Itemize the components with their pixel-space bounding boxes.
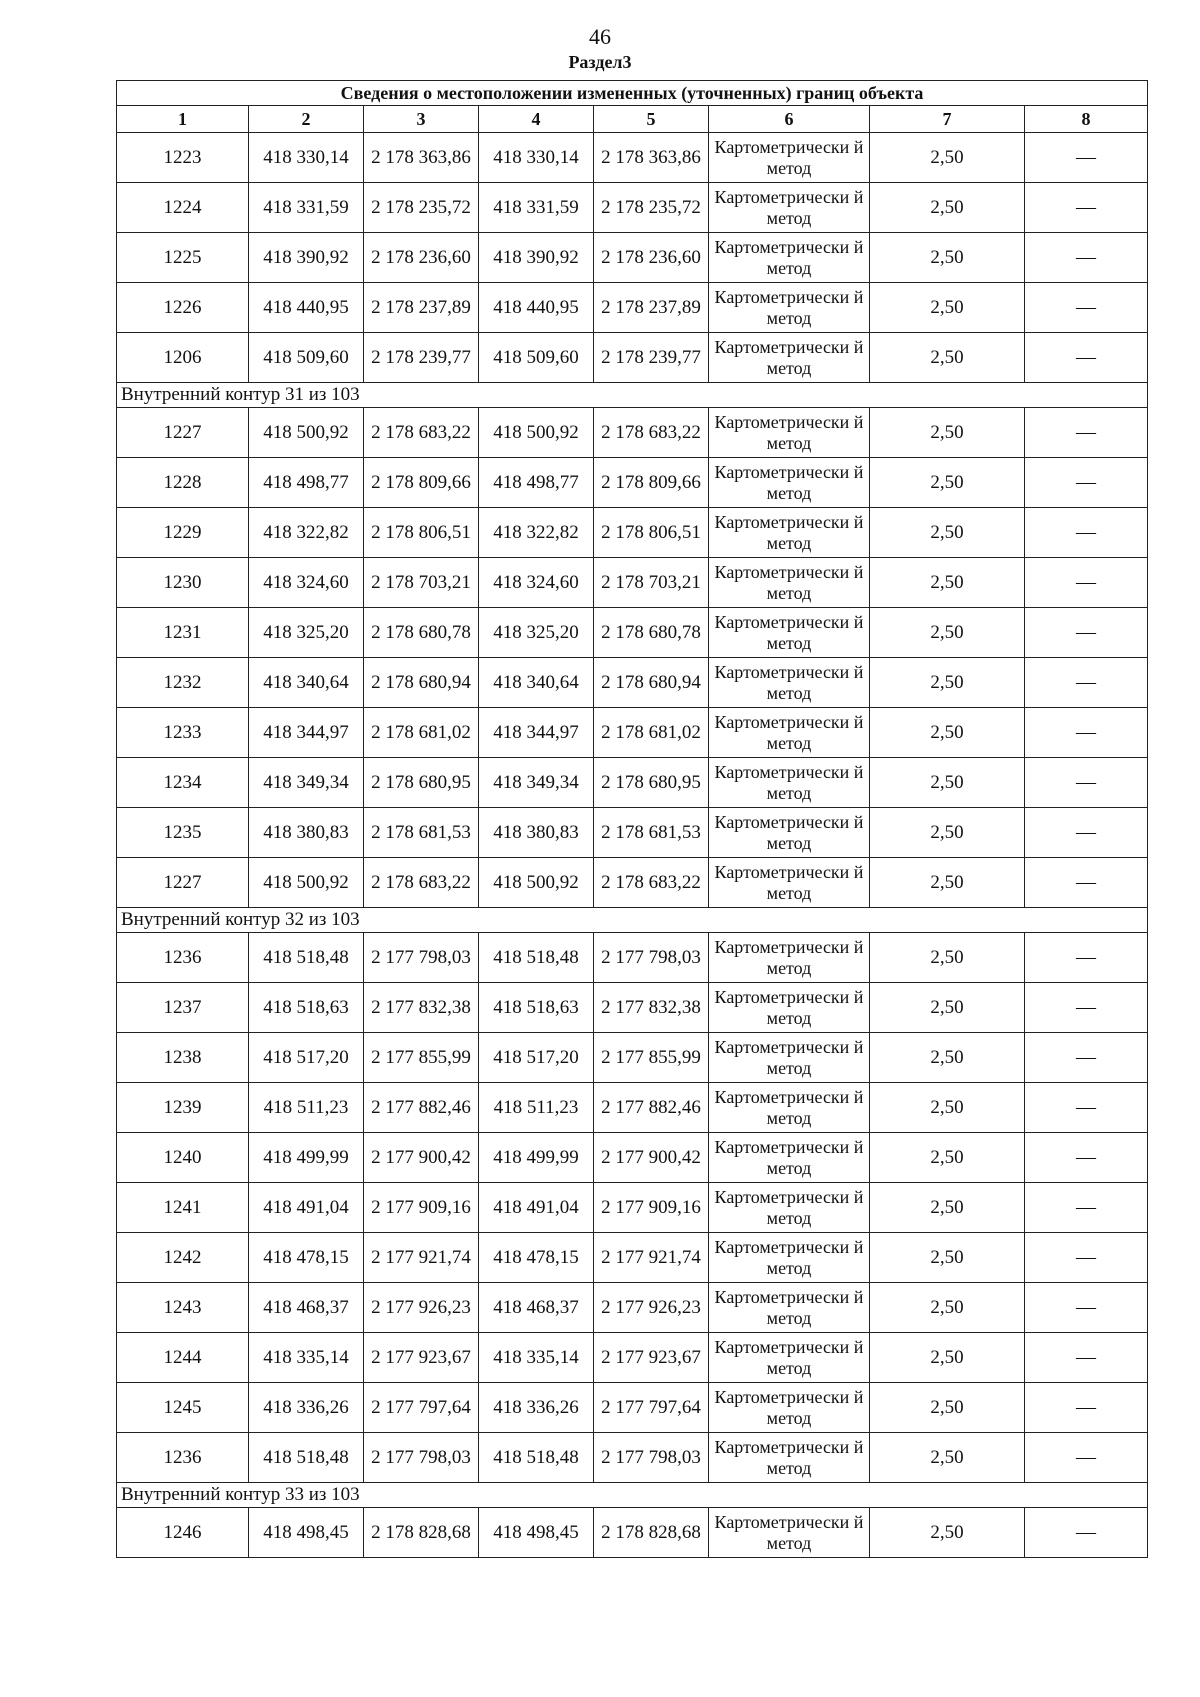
description-cell: — — [1025, 1333, 1148, 1383]
existing-x-cell: 418 335,14 — [249, 1333, 364, 1383]
method-cell: Картометрически й метод — [709, 508, 870, 558]
refined-y-cell: 2 178 683,22 — [594, 408, 709, 458]
existing-y-cell: 2 178 236,60 — [364, 233, 479, 283]
description-cell: — — [1025, 1083, 1148, 1133]
description-cell: — — [1025, 283, 1148, 333]
point-number-cell: 1241 — [117, 1183, 249, 1233]
method-cell: Картометрически й метод — [709, 1333, 870, 1383]
table-row — [117, 1333, 1148, 1383]
refined-x-cell: 418 331,59 — [479, 183, 594, 233]
refined-y-cell: 2 177 797,64 — [594, 1383, 709, 1433]
description-cell: — — [1025, 808, 1148, 858]
accuracy-cell: 2,50 — [870, 933, 1025, 983]
description-cell: — — [1025, 758, 1148, 808]
refined-x-cell: 418 509,60 — [479, 333, 594, 383]
existing-x-cell: 418 340,64 — [249, 658, 364, 708]
description-cell: — — [1025, 1383, 1148, 1433]
accuracy-cell: 2,50 — [870, 1083, 1025, 1133]
description-cell: — — [1025, 1183, 1148, 1233]
point-number-cell: 1246 — [117, 1508, 249, 1558]
refined-y-cell: 2 178 828,68 — [594, 1508, 709, 1558]
column-number-header: 6 — [709, 106, 870, 133]
existing-y-cell: 2 178 681,02 — [364, 708, 479, 758]
refined-x-cell: 418 330,14 — [479, 133, 594, 183]
method-cell: Картометрически й метод — [709, 1033, 870, 1083]
method-cell: Картометрически й метод — [709, 1083, 870, 1133]
existing-y-cell: 2 177 923,67 — [364, 1333, 479, 1383]
description-cell: — — [1025, 708, 1148, 758]
refined-x-cell: 418 336,26 — [479, 1383, 594, 1433]
accuracy-cell: 2,50 — [870, 658, 1025, 708]
existing-x-cell: 418 518,63 — [249, 983, 364, 1033]
existing-x-cell: 418 491,04 — [249, 1183, 364, 1233]
refined-y-cell: 2 178 236,60 — [594, 233, 709, 283]
description-cell: — — [1025, 608, 1148, 658]
existing-y-cell: 2 177 926,23 — [364, 1283, 479, 1333]
existing-x-cell: 418 518,48 — [249, 1433, 364, 1483]
method-cell: Картометрически й метод — [709, 808, 870, 858]
description-cell: — — [1025, 1233, 1148, 1283]
refined-x-cell: 418 499,99 — [479, 1133, 594, 1183]
accuracy-cell: 2,50 — [870, 283, 1025, 333]
existing-x-cell: 418 440,95 — [249, 283, 364, 333]
description-cell: — — [1025, 933, 1148, 983]
refined-x-cell: 418 491,04 — [479, 1183, 594, 1233]
existing-x-cell: 418 322,82 — [249, 508, 364, 558]
boundary-coordinates-table — [116, 80, 1148, 1558]
refined-y-cell: 2 178 681,02 — [594, 708, 709, 758]
description-cell: — — [1025, 1033, 1148, 1083]
existing-y-cell: 2 178 809,66 — [364, 458, 479, 508]
refined-y-cell: 2 178 806,51 — [594, 508, 709, 558]
refined-y-cell: 2 177 855,99 — [594, 1033, 709, 1083]
section-title: Раздел3 — [568, 52, 632, 72]
point-number-cell: 1228 — [117, 458, 249, 508]
accuracy-cell: 2,50 — [870, 1508, 1025, 1558]
accuracy-cell: 2,50 — [870, 1283, 1025, 1333]
method-cell: Картометрически й метод — [709, 183, 870, 233]
point-number-cell: 1236 — [117, 933, 249, 983]
table-row — [117, 333, 1148, 383]
existing-y-cell: 2 178 680,94 — [364, 658, 479, 708]
accuracy-cell: 2,50 — [870, 1233, 1025, 1283]
existing-y-cell: 2 178 806,51 — [364, 508, 479, 558]
refined-x-cell: 418 468,37 — [479, 1283, 594, 1333]
accuracy-cell: 2,50 — [870, 508, 1025, 558]
existing-y-cell: 2 177 797,64 — [364, 1383, 479, 1433]
existing-y-cell: 2 178 237,89 — [364, 283, 479, 333]
table-row — [117, 133, 1148, 183]
existing-x-cell: 418 478,15 — [249, 1233, 364, 1283]
refined-y-cell: 2 177 882,46 — [594, 1083, 709, 1133]
existing-y-cell: 2 178 683,22 — [364, 408, 479, 458]
refined-x-cell: 418 498,45 — [479, 1508, 594, 1558]
existing-x-cell: 418 498,77 — [249, 458, 364, 508]
method-cell: Картометрически й метод — [709, 1233, 870, 1283]
point-number-cell: 1223 — [117, 133, 249, 183]
refined-x-cell: 418 518,63 — [479, 983, 594, 1033]
refined-y-cell: 2 177 798,03 — [594, 1433, 709, 1483]
existing-x-cell: 418 509,60 — [249, 333, 364, 383]
table-row — [117, 1433, 1148, 1483]
accuracy-cell: 2,50 — [870, 183, 1025, 233]
table-row — [117, 1083, 1148, 1133]
point-number-cell: 1229 — [117, 508, 249, 558]
table-title: Сведения о местоположении измененных (уточненных) границ объекта — [117, 81, 1148, 106]
refined-x-cell: 418 335,14 — [479, 1333, 594, 1383]
existing-y-cell: 2 177 900,42 — [364, 1133, 479, 1183]
table-row — [117, 1383, 1148, 1433]
description-cell: — — [1025, 658, 1148, 708]
existing-x-cell: 418 468,37 — [249, 1283, 364, 1333]
method-cell: Картометрически й метод — [709, 1508, 870, 1558]
column-number-header: 3 — [364, 106, 479, 133]
existing-x-cell: 418 324,60 — [249, 558, 364, 608]
refined-y-cell: 2 177 798,03 — [594, 933, 709, 983]
table-row — [117, 1033, 1148, 1083]
column-number-header: 7 — [870, 106, 1025, 133]
accuracy-cell: 2,50 — [870, 408, 1025, 458]
table-row — [117, 1183, 1148, 1233]
accuracy-cell: 2,50 — [870, 233, 1025, 283]
page-number: 46 — [589, 24, 611, 49]
description-cell: — — [1025, 558, 1148, 608]
refined-y-cell: 2 178 683,22 — [594, 858, 709, 908]
description-cell: — — [1025, 858, 1148, 908]
method-cell: Картометрически й метод — [709, 283, 870, 333]
accuracy-cell: 2,50 — [870, 1183, 1025, 1233]
existing-y-cell: 2 178 703,21 — [364, 558, 479, 608]
existing-y-cell: 2 178 680,78 — [364, 608, 479, 658]
existing-y-cell: 2 178 235,72 — [364, 183, 479, 233]
method-cell: Картометрически й метод — [709, 458, 870, 508]
table-row — [117, 933, 1148, 983]
method-cell: Картометрически й метод — [709, 933, 870, 983]
table-row — [117, 283, 1148, 333]
refined-x-cell: 418 498,77 — [479, 458, 594, 508]
description-cell: — — [1025, 233, 1148, 283]
existing-x-cell: 418 331,59 — [249, 183, 364, 233]
existing-x-cell: 418 498,45 — [249, 1508, 364, 1558]
existing-y-cell: 2 177 882,46 — [364, 1083, 479, 1133]
point-number-cell: 1240 — [117, 1133, 249, 1183]
table-row — [117, 858, 1148, 908]
refined-x-cell: 418 500,92 — [479, 408, 594, 458]
description-cell: — — [1025, 458, 1148, 508]
existing-x-cell: 418 349,34 — [249, 758, 364, 808]
point-number-cell: 1231 — [117, 608, 249, 658]
column-number-row — [117, 106, 1148, 133]
point-number-cell: 1225 — [117, 233, 249, 283]
description-cell: — — [1025, 1283, 1148, 1333]
refined-y-cell: 2 178 237,89 — [594, 283, 709, 333]
refined-x-cell: 418 500,92 — [479, 858, 594, 908]
table-row — [117, 233, 1148, 283]
point-number-cell: 1239 — [117, 1083, 249, 1133]
accuracy-cell: 2,50 — [870, 708, 1025, 758]
method-cell: Картометрически й метод — [709, 1433, 870, 1483]
column-number-header: 5 — [594, 106, 709, 133]
method-cell: Картометрически й метод — [709, 333, 870, 383]
refined-y-cell: 2 177 909,16 — [594, 1183, 709, 1233]
point-number-cell: 1230 — [117, 558, 249, 608]
accuracy-cell: 2,50 — [870, 1433, 1025, 1483]
refined-y-cell: 2 177 926,23 — [594, 1283, 709, 1333]
method-cell: Картометрически й метод — [709, 608, 870, 658]
method-cell: Картометрически й метод — [709, 1183, 870, 1233]
existing-y-cell: 2 178 680,95 — [364, 758, 479, 808]
table-row — [117, 558, 1148, 608]
point-number-cell: 1236 — [117, 1433, 249, 1483]
existing-y-cell: 2 178 683,22 — [364, 858, 479, 908]
refined-y-cell: 2 178 239,77 — [594, 333, 709, 383]
point-number-cell: 1226 — [117, 283, 249, 333]
method-cell: Картометрически й метод — [709, 408, 870, 458]
existing-y-cell: 2 177 855,99 — [364, 1033, 479, 1083]
refined-x-cell: 418 325,20 — [479, 608, 594, 658]
table-row — [117, 708, 1148, 758]
existing-x-cell: 418 344,97 — [249, 708, 364, 758]
existing-x-cell: 418 380,83 — [249, 808, 364, 858]
point-number-cell: 1235 — [117, 808, 249, 858]
point-number-cell: 1233 — [117, 708, 249, 758]
description-cell: — — [1025, 508, 1148, 558]
existing-x-cell: 418 499,99 — [249, 1133, 364, 1183]
refined-y-cell: 2 177 900,42 — [594, 1133, 709, 1183]
description-cell: — — [1025, 983, 1148, 1033]
accuracy-cell: 2,50 — [870, 1133, 1025, 1183]
refined-x-cell: 418 440,95 — [479, 283, 594, 333]
accuracy-cell: 2,50 — [870, 758, 1025, 808]
refined-x-cell: 418 380,83 — [479, 808, 594, 858]
table-row — [117, 983, 1148, 1033]
table-row — [117, 658, 1148, 708]
description-cell: — — [1025, 1433, 1148, 1483]
method-cell: Картометрически й метод — [709, 1283, 870, 1333]
refined-x-cell: 418 390,92 — [479, 233, 594, 283]
accuracy-cell: 2,50 — [870, 1033, 1025, 1083]
existing-x-cell: 418 330,14 — [249, 133, 364, 183]
existing-x-cell: 418 390,92 — [249, 233, 364, 283]
accuracy-cell: 2,50 — [870, 808, 1025, 858]
table-body — [117, 133, 1148, 1558]
refined-x-cell: 418 511,23 — [479, 1083, 594, 1133]
method-cell: Картометрически й метод — [709, 1133, 870, 1183]
accuracy-cell: 2,50 — [870, 458, 1025, 508]
refined-x-cell: 418 349,34 — [479, 758, 594, 808]
existing-x-cell: 418 518,48 — [249, 933, 364, 983]
existing-y-cell: 2 178 363,86 — [364, 133, 479, 183]
description-cell: — — [1025, 333, 1148, 383]
refined-y-cell: 2 178 681,53 — [594, 808, 709, 858]
contour-row — [117, 908, 1148, 933]
refined-x-cell: 418 324,60 — [479, 558, 594, 608]
point-number-cell: 1245 — [117, 1383, 249, 1433]
point-number-cell: 1237 — [117, 983, 249, 1033]
column-number-header: 8 — [1025, 106, 1148, 133]
refined-y-cell: 2 177 923,67 — [594, 1333, 709, 1383]
refined-x-cell: 418 340,64 — [479, 658, 594, 708]
contour-label: Внутренний контур 31 из 103 — [117, 383, 1148, 408]
point-number-cell: 1206 — [117, 333, 249, 383]
table-row — [117, 1508, 1148, 1558]
refined-y-cell: 2 178 809,66 — [594, 458, 709, 508]
existing-y-cell: 2 177 798,03 — [364, 933, 479, 983]
description-cell: — — [1025, 133, 1148, 183]
contour-row — [117, 383, 1148, 408]
refined-x-cell: 418 518,48 — [479, 933, 594, 983]
refined-y-cell: 2 177 832,38 — [594, 983, 709, 1033]
existing-y-cell: 2 178 828,68 — [364, 1508, 479, 1558]
method-cell: Картометрически й метод — [709, 1383, 870, 1433]
existing-y-cell: 2 177 909,16 — [364, 1183, 479, 1233]
description-cell: — — [1025, 1508, 1148, 1558]
refined-y-cell: 2 177 921,74 — [594, 1233, 709, 1283]
accuracy-cell: 2,50 — [870, 858, 1025, 908]
method-cell: Картометрически й метод — [709, 758, 870, 808]
existing-x-cell: 418 500,92 — [249, 858, 364, 908]
method-cell: Картометрически й метод — [709, 983, 870, 1033]
method-cell: Картометрически й метод — [709, 708, 870, 758]
refined-y-cell: 2 178 703,21 — [594, 558, 709, 608]
refined-x-cell: 418 518,48 — [479, 1433, 594, 1483]
table-row — [117, 808, 1148, 858]
contour-label: Внутренний контур 32 из 103 — [117, 908, 1148, 933]
existing-x-cell: 418 325,20 — [249, 608, 364, 658]
refined-x-cell: 418 517,20 — [479, 1033, 594, 1083]
point-number-cell: 1227 — [117, 858, 249, 908]
method-cell: Картометрически й метод — [709, 658, 870, 708]
column-number-header: 1 — [117, 106, 249, 133]
existing-y-cell: 2 177 921,74 — [364, 1233, 479, 1283]
table-row — [117, 758, 1148, 808]
point-number-cell: 1232 — [117, 658, 249, 708]
accuracy-cell: 2,50 — [870, 558, 1025, 608]
table-row — [117, 508, 1148, 558]
accuracy-cell: 2,50 — [870, 133, 1025, 183]
existing-x-cell: 418 511,23 — [249, 1083, 364, 1133]
description-cell: — — [1025, 183, 1148, 233]
table-row — [117, 1283, 1148, 1333]
existing-y-cell: 2 177 832,38 — [364, 983, 479, 1033]
refined-y-cell: 2 178 680,78 — [594, 608, 709, 658]
refined-x-cell: 418 478,15 — [479, 1233, 594, 1283]
refined-y-cell: 2 178 363,86 — [594, 133, 709, 183]
table-row — [117, 183, 1148, 233]
table-row — [117, 408, 1148, 458]
existing-x-cell: 418 517,20 — [249, 1033, 364, 1083]
accuracy-cell: 2,50 — [870, 983, 1025, 1033]
contour-label: Внутренний контур 33 из 103 — [117, 1483, 1148, 1508]
method-cell: Картометрически й метод — [709, 558, 870, 608]
point-number-cell: 1243 — [117, 1283, 249, 1333]
description-cell: — — [1025, 408, 1148, 458]
column-number-header: 2 — [249, 106, 364, 133]
refined-y-cell: 2 178 235,72 — [594, 183, 709, 233]
refined-x-cell: 418 322,82 — [479, 508, 594, 558]
table-row — [117, 458, 1148, 508]
contour-row — [117, 1483, 1148, 1508]
point-number-cell: 1227 — [117, 408, 249, 458]
method-cell: Картометрически й метод — [709, 858, 870, 908]
accuracy-cell: 2,50 — [870, 608, 1025, 658]
column-number-header: 4 — [479, 106, 594, 133]
existing-x-cell: 418 336,26 — [249, 1383, 364, 1433]
existing-y-cell: 2 178 239,77 — [364, 333, 479, 383]
table-row — [117, 608, 1148, 658]
point-number-cell: 1242 — [117, 1233, 249, 1283]
accuracy-cell: 2,50 — [870, 1383, 1025, 1433]
point-number-cell: 1234 — [117, 758, 249, 808]
method-cell: Картометрически й метод — [709, 233, 870, 283]
point-number-cell: 1244 — [117, 1333, 249, 1383]
refined-x-cell: 418 344,97 — [479, 708, 594, 758]
point-number-cell: 1224 — [117, 183, 249, 233]
point-number-cell: 1238 — [117, 1033, 249, 1083]
table-row — [117, 1133, 1148, 1183]
table-row — [117, 1233, 1148, 1283]
refined-y-cell: 2 178 680,94 — [594, 658, 709, 708]
refined-y-cell: 2 178 680,95 — [594, 758, 709, 808]
existing-x-cell: 418 500,92 — [249, 408, 364, 458]
accuracy-cell: 2,50 — [870, 1333, 1025, 1383]
existing-y-cell: 2 178 681,53 — [364, 808, 479, 858]
accuracy-cell: 2,50 — [870, 333, 1025, 383]
description-cell: — — [1025, 1133, 1148, 1183]
method-cell: Картометрически й метод — [709, 133, 870, 183]
existing-y-cell: 2 177 798,03 — [364, 1433, 479, 1483]
